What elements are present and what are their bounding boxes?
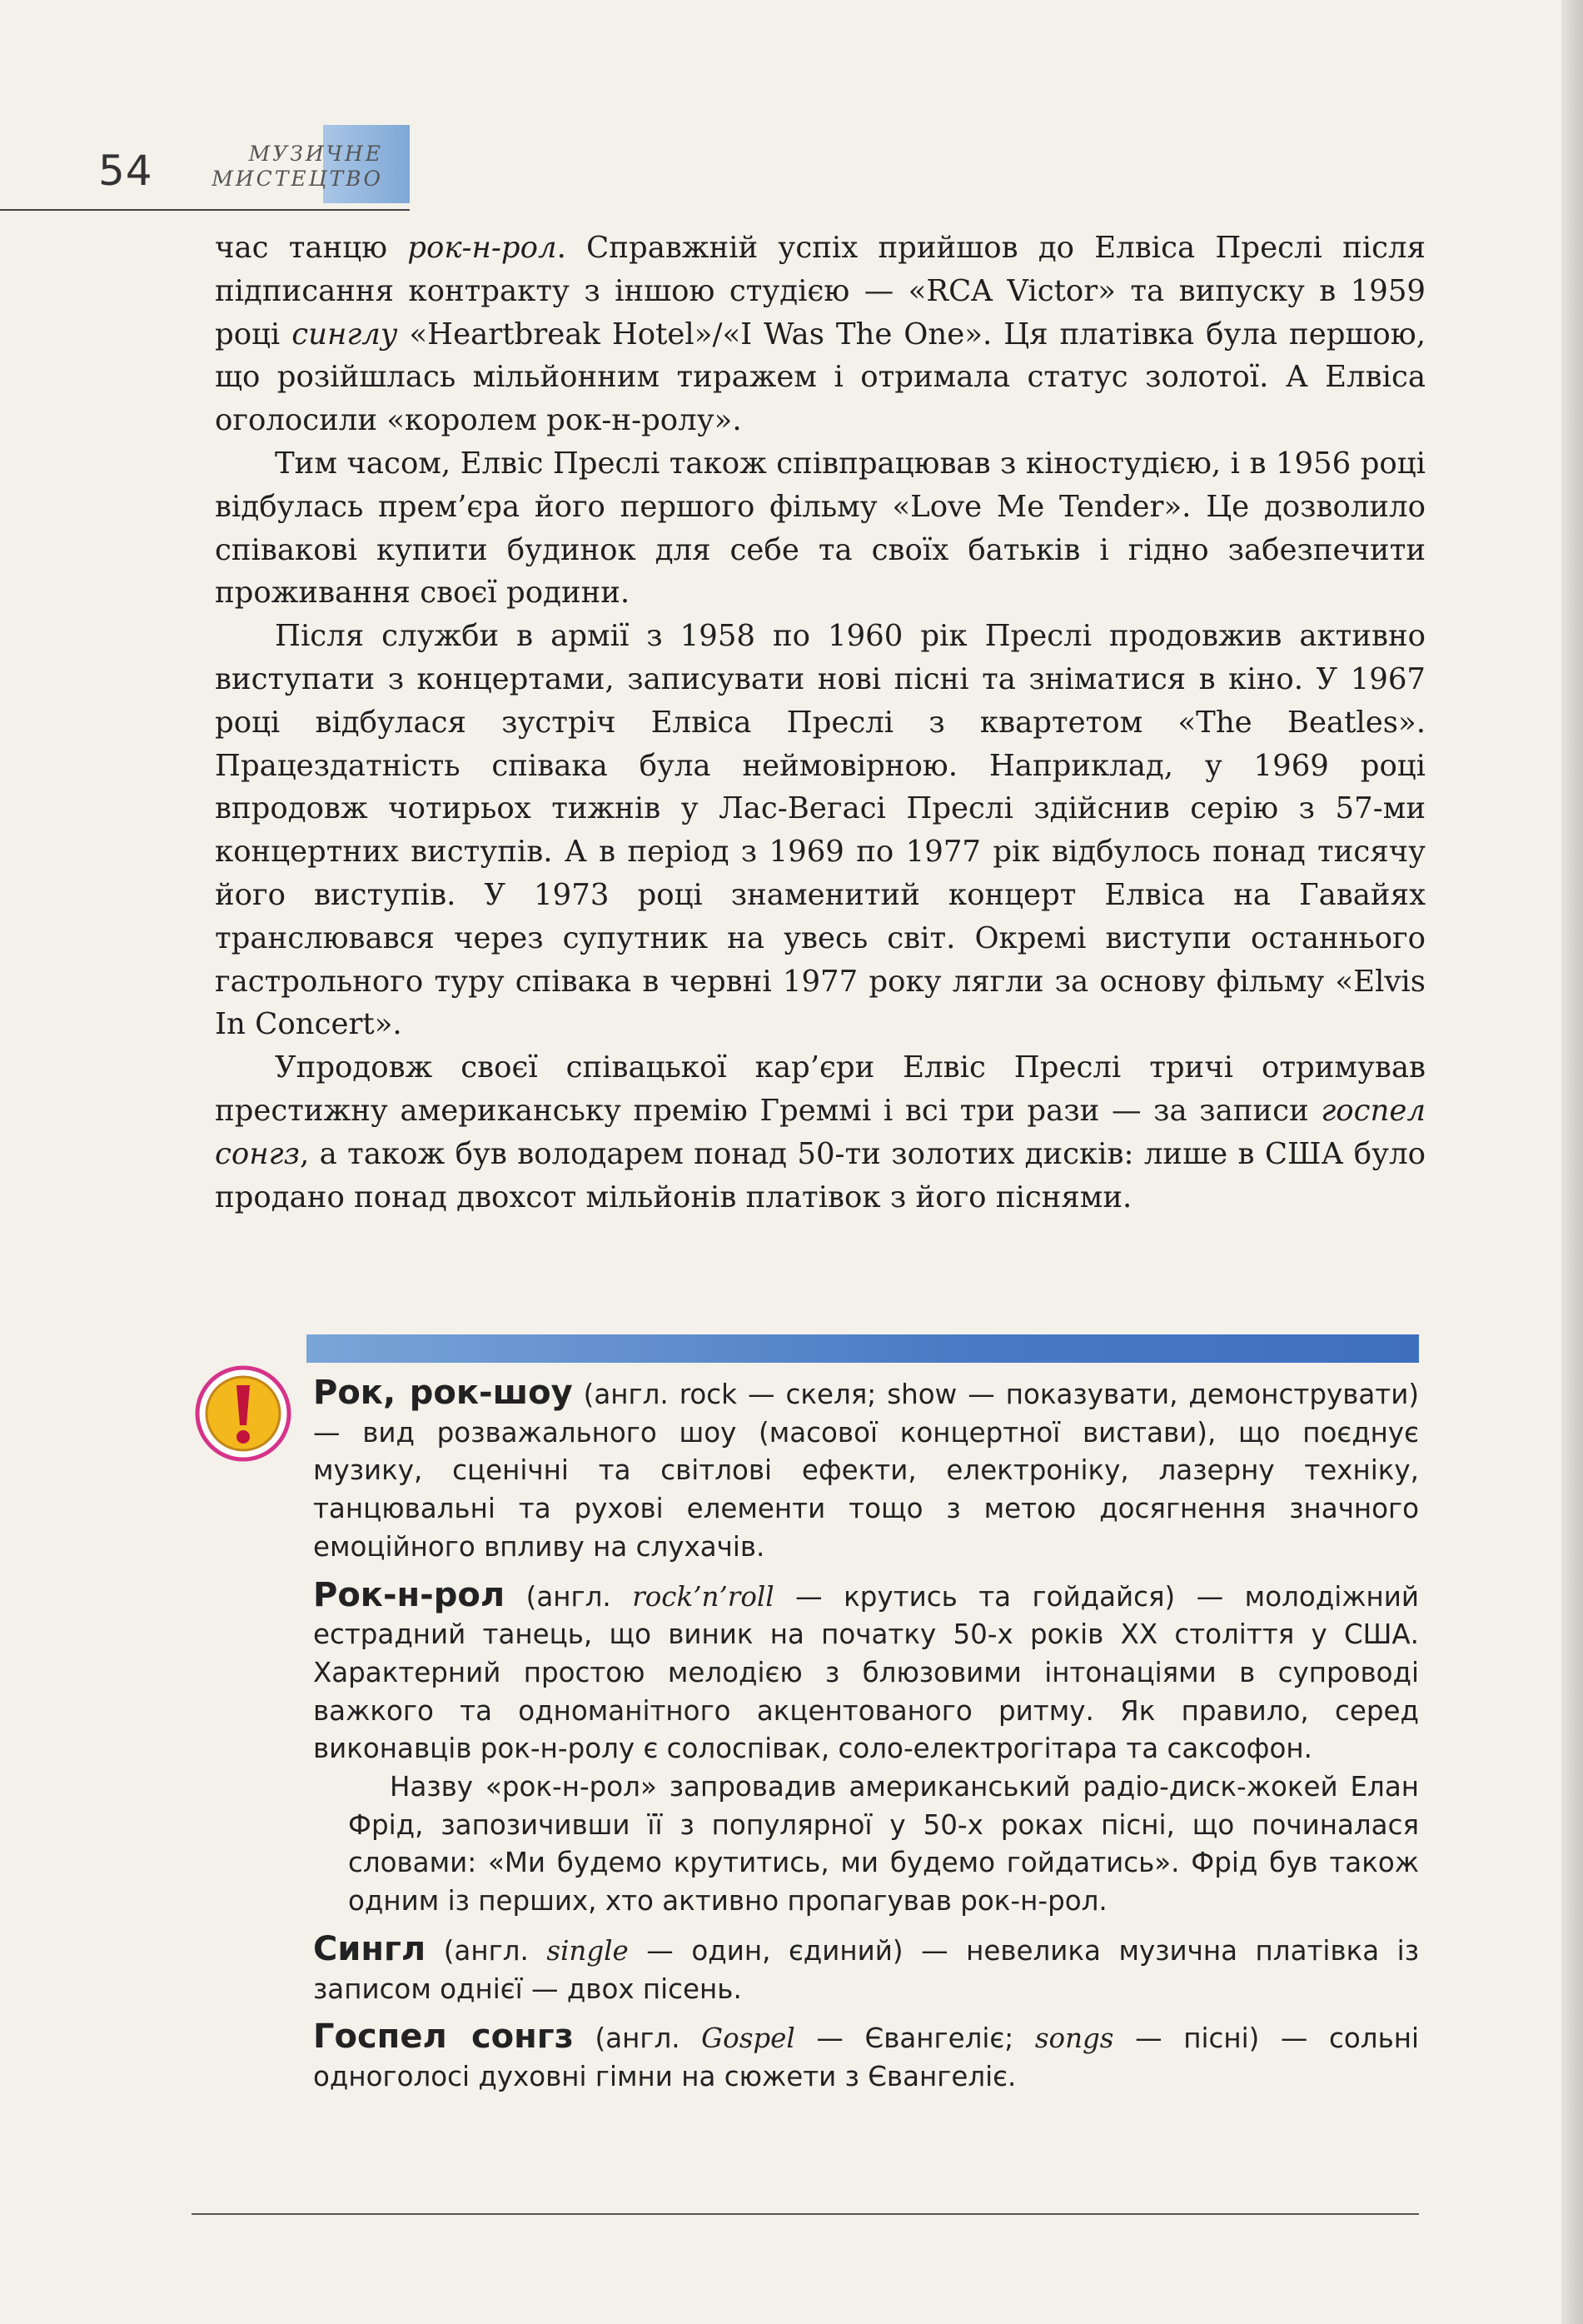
glossary-term: Госпел сонгз <box>313 2017 574 2057</box>
bottom-rule <box>192 2213 1419 2215</box>
text-span: . Справжній успіх прийшов до Елвіса Преслі після підписання контракту з іншою студією — «RCA Victor» та випуску в 1959 році <box>215 231 1426 352</box>
glossary-entry-rock-n-roll <box>313 1577 1419 1769</box>
text-span: — Євангеліє; <box>794 2022 1035 2055</box>
paragraph-4 <box>215 1046 1426 1219</box>
italic-term: синглу <box>291 317 398 352</box>
header-rule <box>0 209 410 211</box>
glossary <box>313 1374 1419 2097</box>
text-span: Упродовж своєї співацької кар’єри Елвіс Преслі тричі отримував престижну американську премію Греммі і всі три рази — за записи <box>215 1050 1426 1128</box>
glossary-entry-single <box>313 1931 1419 2008</box>
paragraph-2: Тим часом, Елвіс Преслі також співпрацював з кіностудією, і в 1956 році відбулась прем’єра його першого фільму «Love Me Tender». Це дозволило співакові купити будинок для себе та своїх батьків і гідно забезпечити проживання своєї родини. <box>215 446 1426 611</box>
glossary-header-bar <box>306 1334 1419 1363</box>
glossary-definition: — один, єдиний) — невелика музична платівка із записом однієї — двох пісень. <box>313 1934 1419 2005</box>
exclamation-icon <box>193 1364 293 1464</box>
section-title-line1: МУЗИЧНЕ <box>248 142 383 166</box>
italic-term: Gospel <box>701 2022 795 2055</box>
glossary-note: Назву «рок-н-рол» запровадив американський радіо-диск-жокей Елан Фрід, запозичивши її з популярної у 50-х роках пісні, що починалася словами: «Ми будемо крутитись, ми будемо гойдатись». Фрід був також одним із перших, хто активно пропагував рок-н-рол. <box>348 1771 1419 1918</box>
glossary-definition: — крутись та гойдайся) — молодіжний естрадний танець, що виник на початку 50-х років XX століття у США. Характерний простою мелодією з блюзовими інтонаціями в супроводі важкого та одноманітного акцентованого ритму. Як правило, серед виконавців рок-н-ролу є солоспівак, соло-електрогітара та саксофон. <box>313 1580 1420 1765</box>
italic-term: single <box>546 1934 629 1967</box>
section-title <box>177 142 383 192</box>
page-edge <box>1561 0 1583 2324</box>
text-span: час танцю <box>215 231 408 265</box>
text-span: (англ. <box>573 2022 702 2055</box>
text-span: «Heartbreak Hotel»/«I Was The One». Ця платівка була першою, що розійшлась мільйонним тиражем і отримала статус золотої. А Елвіса оголосили «королем рок-н-ролу». <box>215 317 1426 438</box>
section-title-line2: МИСТЕЦТВО <box>212 167 383 191</box>
main-text <box>215 227 1426 1219</box>
italic-term: рок-н-рол <box>407 231 557 265</box>
text-span: (англ. <box>426 1934 547 1967</box>
paragraph-1 <box>215 227 1426 442</box>
glossary-term: Рок, рок-шоу <box>313 1374 573 1412</box>
page-number: 54 <box>98 147 153 195</box>
italic-term: songs <box>1034 2022 1114 2055</box>
glossary-definition: (англ. rock — скеля; show — показувати, демонструвати) — вид розважального шоу (масової концертної вистави), що поєднує музику, сценічні та світлові ефекти, електроніку, лазерну техніку, танцювальні та рухові елементи тощо з метою досягнення значного емоційного впливу на слухачів. <box>313 1379 1419 1563</box>
glossary-term: Сингл <box>313 1929 426 1968</box>
glossary-definition: — пісні) — сольні одноголосі духовні гімни на сюжети з Євангеліє. <box>313 2022 1420 2092</box>
glossary-entry-rock-show <box>313 1374 1419 1567</box>
text-span: , а також був володарем понад 50-ти золотих дисків: лише в США було продано понад двохсот мільйонів платівок з його піснями. <box>215 1136 1426 1214</box>
paragraph-3: Після служби в армії з 1958 по 1960 рік Преслі продовжив активно виступати з концертами, записувати нові пісні та зніматися в кіно. У 1967 році відбулася зустріч Елвіса Преслі з квартетом «The Beatles». Працездатність співака була неймовірною. Наприклад, у 1969 році впродовж чотирьох тижнів у Лас-Вегасі Преслі здійснив серію з 57-ми концертних виступів. А в період з 1969 по 1977 рік відбулось понад тисячу його виступів. У 1973 році знаменитий концерт Елвіса на Гавайях транслювався через супутник на увесь світ. Окремі виступи останнього гастрольного туру співака в червні 1977 року лягли за основу фільму «Elvis In Concert». <box>215 619 1426 1042</box>
glossary-term: Рок-н-рол <box>313 1575 505 1614</box>
glossary-entry-gospel <box>313 2018 1419 2096</box>
italic-term: госпел сонгз <box>215 1093 1426 1171</box>
text-span: (англ. <box>505 1580 633 1613</box>
italic-term: rock’n’roll <box>632 1580 774 1613</box>
